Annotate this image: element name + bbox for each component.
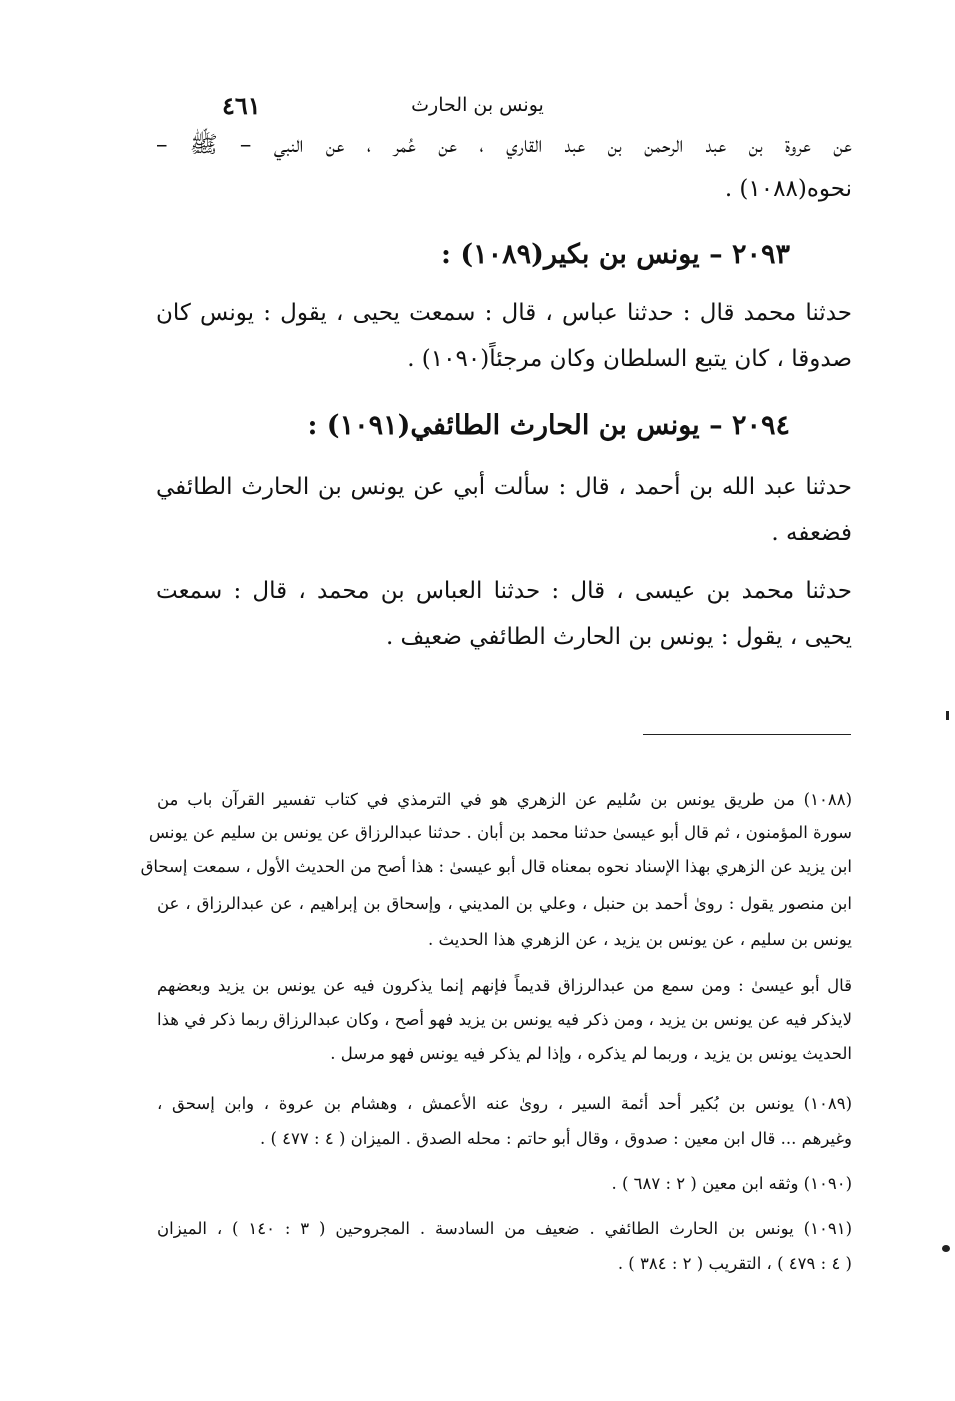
entry-2094-para-2-line-2: يحيى ، يقول : يونس بن الحارث الطائفي ضعيف . xyxy=(385,624,852,650)
footnote-1089-line-1: (١٠٨٩) يونس بن بُكير أحد أئمة السير ، روىٰ عنه الأعمش ، وهشام بن عروة ، وابن إسحق ، xyxy=(157,1094,852,1113)
footnote-separator xyxy=(643,734,851,735)
footnote-1091-line-2: ( ٤ : ٤٧٩ ) ، التقريب ( ٢ : ٣٨٤ ) . xyxy=(617,1254,852,1273)
footnote-1088-line-1: (١٠٨٨) من طريق يونس بن سُليم عن الزهري هو في الترمذي في كتاب تفسير القرآن باب من xyxy=(157,790,852,809)
footnote-1088-line-4: ابن منصور يقول : روىٰ أحمد بن حنبل ، وعلي بن المديني ، وإسحاق بن إبراهيم ، عن عبدالرزاق ، عن xyxy=(157,894,852,913)
footnote-1088-line-5: يونس بن سليم ، عن يونس بن يزيد ، عن الزهري هذا الحديث . xyxy=(428,930,852,949)
footnote-1088-line-3: ابن يزيد عن الزهري بهذا الإسناد نحوه بمعناه قال أبو عيسىٰ : هذا أصح من الحديث الأول ، سمعت إسحاق xyxy=(140,857,852,876)
footnote-1088-cont-line-2: لايذكر فيه عن يونس بن يزيد ، ومن ذكر فيه يونس بن يزيد فهو أصح ، وكان عبدالرزاق ربما ذكر في هذا xyxy=(157,1010,852,1029)
footnote-1088-cont-line-3: الحديث يونس بن يزيد ، وربما لم يذكره ، وإذا لم يذكر فيه يونس فهو مرسل . xyxy=(330,1044,852,1063)
scan-speck xyxy=(946,711,949,720)
entry-2093-line-2: صدوقا ، كان يتبع السلطان وكان مرجئاً(١٠٩٠) . xyxy=(407,346,852,372)
running-header-title: يونس بن الحارث xyxy=(411,94,544,116)
footnote-1090: (١٠٩٠) وثقه ابن معين ( ٢ : ٦٨٧ ) . xyxy=(611,1174,852,1193)
entry-2094-para-2-line-1: حدثنا محمد بن عيسى ، قال : حدثنا العباس بن محمد ، قال : سمعت xyxy=(156,578,852,604)
entry-2094-para-1-line-1: حدثنا عبد الله بن أحمد ، قال : سألت أبي عن يونس بن الحارث الطائفي xyxy=(156,474,852,500)
footnote-1088-cont-line-1: قال أبو عيسىٰ : ومن سمع من عبدالرزاق قديماً فإنهم إنما يذكرون فيه عن يونس بن يزيد وبعضهم xyxy=(157,976,852,995)
footnote-1088-line-2: سورة المؤمنون ، ثم قال أبو عيسىٰ حدثنا محمد بن أبان . حدثنا عبدالرزاق عن يونس بن سليم عن يونس xyxy=(148,823,852,842)
intro-line-2: نحوه(١٠٨٨) . xyxy=(724,176,852,202)
entry-2094-para-1-line-2: فضعفه . xyxy=(771,520,852,546)
scan-speck xyxy=(942,1245,950,1252)
entry-2093-heading: ٢٠٩٣ – يونس بن بكير(١٠٨٩) : xyxy=(441,239,790,270)
footnote-1091-line-1: (١٠٩١) يونس بن الحارث الطائفي . ضعيف من السادسة . المجروحين ( ٣ : ١٤٠ ) ، الميزان xyxy=(157,1219,852,1238)
footnote-1089-line-2: وغيرهم ... قال ابن معين : صدوق ، وقال أبو حاتم : محله الصدق . الميزان ( ٤ : ٤٧٧ ) . xyxy=(260,1129,852,1148)
intro-line-1: عن عروة بن عبد الرحمن بن عبد القاري ، عن عُمر ، عن النبي – ﷺ – xyxy=(156,132,852,158)
entry-2094-heading: ٢٠٩٤ – يونس بن الحارث الطائفي(١٠٩١) : xyxy=(307,410,790,441)
page-number: ٤٦١ xyxy=(222,91,261,120)
entry-2093-line-1: حدثنا محمد قال : حدثنا عباس ، قال : سمعت يحيى ، يقول : يونس كان xyxy=(156,300,852,326)
